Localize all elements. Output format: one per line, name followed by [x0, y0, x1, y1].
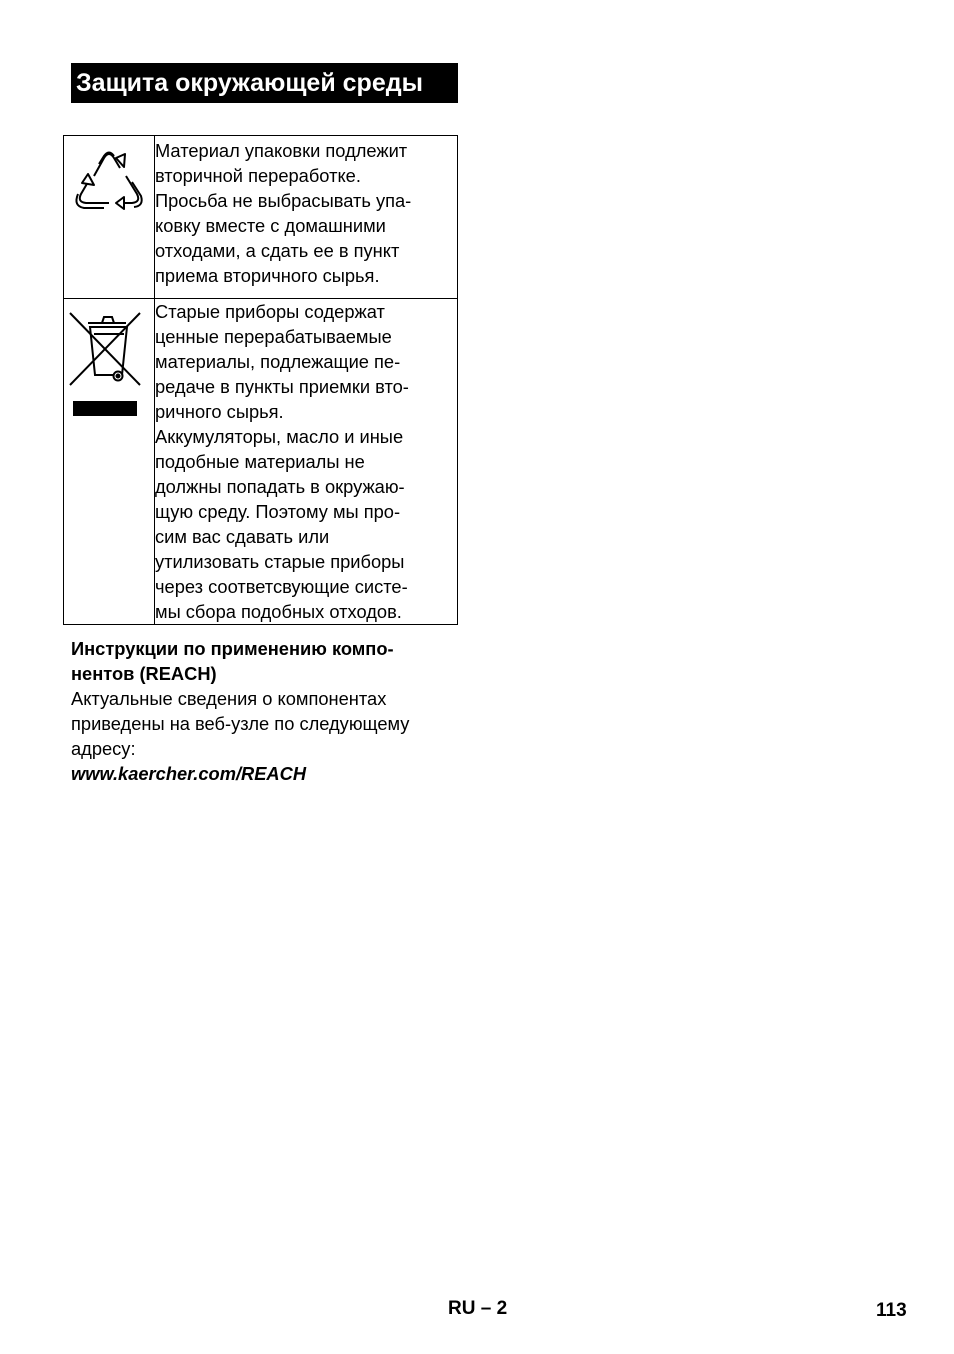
old-devices-note — [155, 299, 458, 625]
table-row — [64, 136, 458, 299]
recycling-text: Материал упаковки подлежит вторичной переработке. Просьба не выбрасывать упа- ковку вместе с домашними отходами, а сдать ее в пункт приема вторичного сырья. — [155, 140, 412, 286]
recycling-note — [155, 136, 458, 299]
reach-url-link[interactable]: www.kaercher.com/REACH — [71, 763, 307, 784]
reach-section — [71, 636, 461, 786]
icon-cell — [64, 299, 155, 625]
reach-heading: Инструкции по применению компо- нентов (REACH) — [71, 638, 394, 684]
table-row — [64, 299, 458, 625]
recycle-icon — [64, 136, 154, 231]
old-devices-text: Старые приборы содержат ценные перерабатываемые материалы, подлежащие пе- редаче в пункты приемки вто- ричного сырья. Аккумуляторы, масло и иные подобные материалы не должны попадать в окружаю- щую среду. Поэтому мы про- сим вас сдавать или утилизовать старые приборы через соответсвующие систе- мы сбора подобных отходов. — [155, 301, 409, 622]
footer-section-label: RU – 2 — [448, 1298, 508, 1319]
reach-body: Актуальные сведения о компонентах приведены на веб-узле по следующему адресу: — [71, 688, 410, 759]
black-bar — [73, 401, 137, 416]
section-title: Защита окружающей среды — [71, 63, 458, 103]
crossed-out-wheelie-bin-icon — [64, 299, 154, 424]
icon-cell — [64, 136, 155, 299]
environment-table — [63, 135, 458, 625]
page-number: 113 — [876, 1300, 907, 1321]
